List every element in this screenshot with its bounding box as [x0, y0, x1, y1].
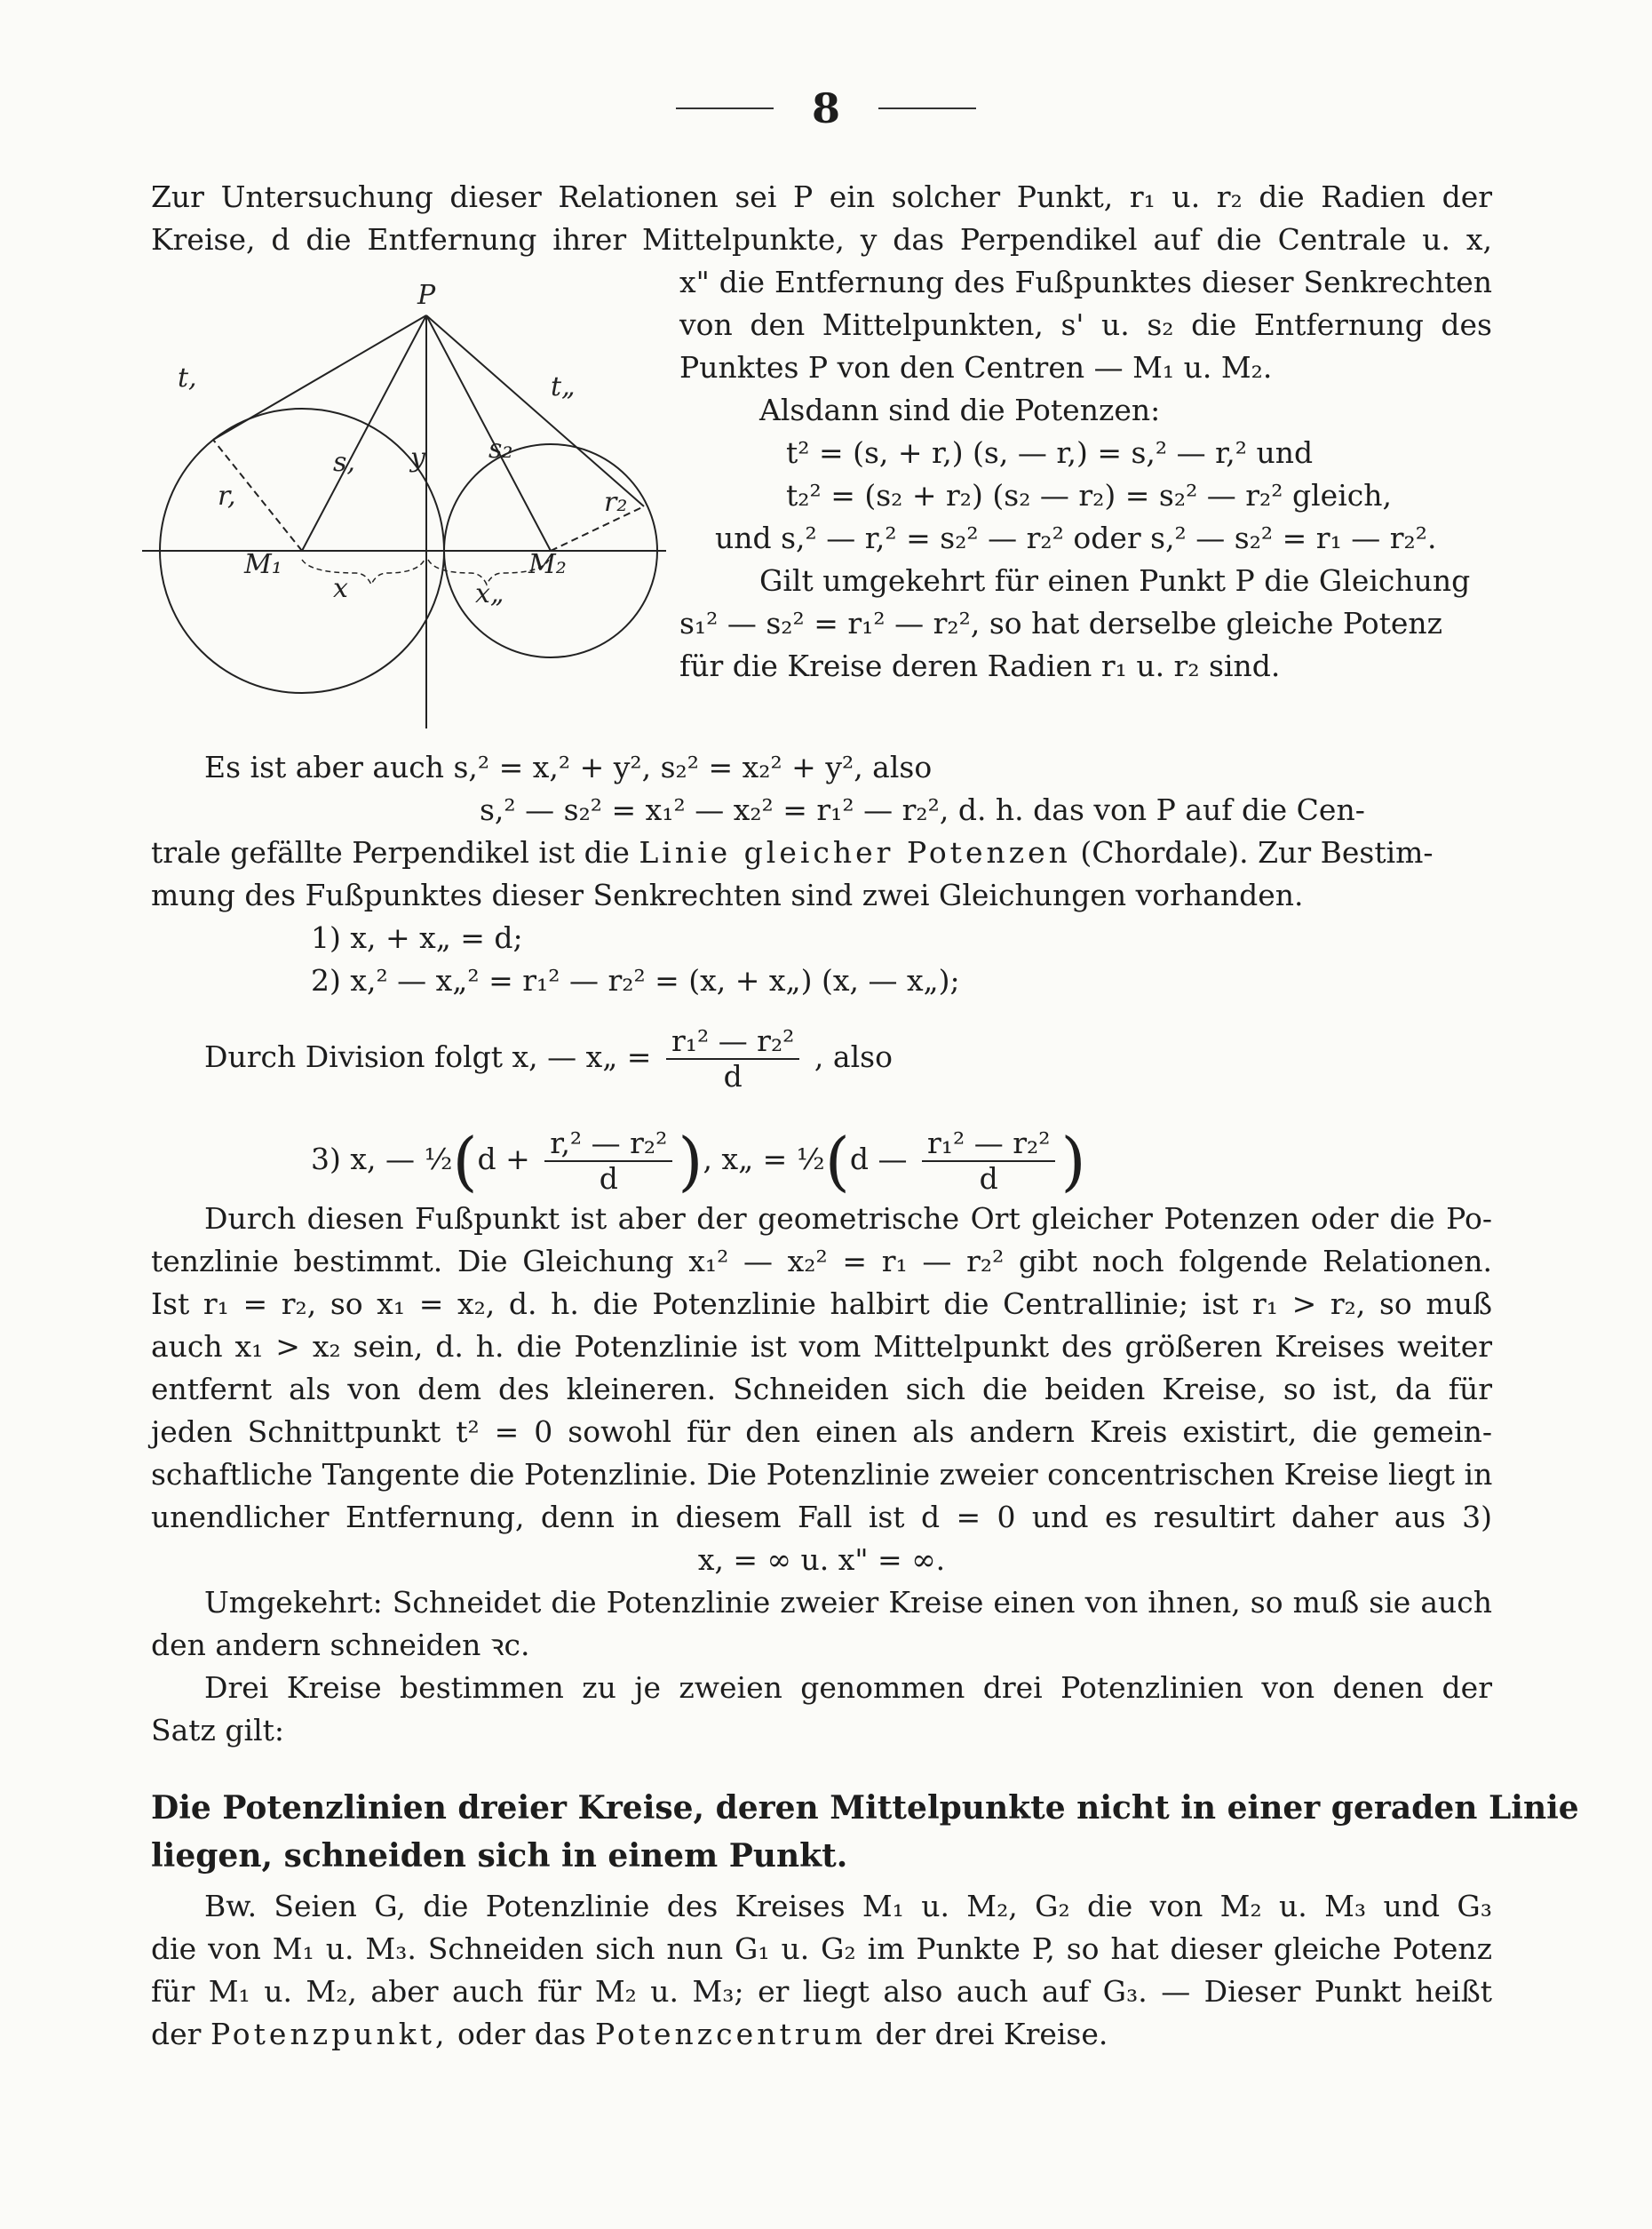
- eq3-fraction-2: [922, 1126, 1055, 1196]
- eq3-prefix: 3) x, — ½: [311, 1142, 453, 1176]
- equation-3-line: [151, 1111, 1492, 1208]
- label-r1: r,: [218, 481, 236, 512]
- proof-line: die von M₁ u. M₃. Schneiden sich nun G₁ u. G₂ im Punkte P, so hat dieser gleiche Potenz: [151, 1931, 1492, 1966]
- chordale-emphasis: Linie gleicher Potenzen: [639, 835, 1071, 870]
- proof-last-line: [151, 2013, 1492, 2056]
- umgekehrt-line: den andern schneiden ꝛc.: [151, 1628, 530, 1662]
- equation-3: [151, 1111, 1492, 1208]
- paren-close-2: ): [1060, 1124, 1086, 1198]
- potenzcentrum-term: Potenzcentrum: [595, 2017, 867, 2051]
- eq3-inner-1: d +: [477, 1142, 530, 1176]
- proof-line: Bw. Seien G, die Potenzlinie des Kreises M₁ u. M₂, G₂ die von M₂ u. M₃ und G₃: [204, 1889, 1492, 1923]
- tangent-t2: [426, 315, 644, 506]
- body-line: auch x₁ > x₂ sein, d. h. die Potenzlinie ist vom Mittelpunkt des größeren Kreises weiter: [151, 1329, 1492, 1364]
- chordale-line-3: mung des Fußpunktes dieser Senkrechten sind zwei Gleichungen vorhanden.: [151, 878, 1304, 912]
- body-line: entfernt als von dem des kleineren. Schneiden sich die beiden Kreise, so ist, da für: [151, 1372, 1492, 1406]
- proof-last-a: der: [151, 2017, 202, 2051]
- division-suffix: , also: [814, 1039, 893, 1074]
- label-M1: M₁: [244, 549, 282, 580]
- chordale-text-a: trale gefällte Perpendikel ist die: [151, 835, 630, 870]
- chordale-line-2: [151, 832, 1492, 874]
- drei-line: Drei Kreise bestimmen zu je zweien genommen drei Potenzlinien von denen der: [204, 1670, 1492, 1705]
- label-x1: x: [333, 573, 348, 604]
- eq3-numerator-1: r,² — r₂²: [544, 1126, 672, 1162]
- proof-paragraph: [151, 1885, 1492, 2056]
- header-rule-right: [878, 107, 976, 109]
- proof-line: für M₁ u. M₂, aber auch für M₂ u. M₃; er liegt also auch auf G₃. — Dieser Punkt heißt: [151, 1974, 1492, 2009]
- label-r2: r₂: [604, 487, 628, 518]
- chordale-text-c: (Chordale). Zur Bestim-: [1080, 835, 1434, 870]
- eq3-denominator-1: d: [599, 1161, 618, 1196]
- body-line: Ist r₁ = r₂, so x₁ = x₂, d. h. die Potenzlinie halbirt die Centrallinie; ist r₁ > r₂, so muß: [151, 1286, 1492, 1321]
- es-ist-line: Es ist aber auch s,² = x,² + y², s₂² = x₂² + y², also: [204, 750, 933, 784]
- potenz-diagram: [133, 267, 675, 764]
- potenz-equation-1: t² = (s, + r,) (s, — r,) = s,² — r,² und: [786, 435, 1314, 470]
- label-t1: t,: [178, 362, 197, 394]
- potenzpunkt-term: Potenzpunkt,: [210, 2017, 449, 2051]
- eq3-mid: , x„ = ½: [703, 1142, 825, 1176]
- body-line: jeden Schnittpunkt t² = 0 sowohl für den einen als andern Kreis existirt, die gemein-: [151, 1414, 1492, 1449]
- umgekehrt-line: Umgekehrt: Schneidet die Potenzlinie zweier Kreise einen von ihnen, so muß sie auch: [204, 1585, 1492, 1620]
- potenzen-intro: Alsdann sind die Potenzen:: [759, 393, 1161, 427]
- body-paragraph: [151, 1198, 1492, 1752]
- division-line: [151, 1013, 1492, 1102]
- label-y: y: [410, 442, 425, 474]
- body-line: Durch diesen Fußpunkt ist aber der geometrische Ort gleicher Potenzen oder die Po-: [204, 1201, 1492, 1236]
- eq3-denominator-2: d: [979, 1161, 998, 1196]
- label-t2: t„: [551, 371, 576, 402]
- potenz-equation-2: t₂² = (s₂ + r₂) (s₂ — r₂) = s₂² — r₂² gleich,: [786, 478, 1392, 513]
- equation-1: 1) x, + x„ = d;: [311, 920, 523, 955]
- right-line: Punktes P von den Centren — M₁ u. M₂.: [679, 350, 1273, 385]
- label-s2: s₂: [488, 434, 513, 465]
- division-numerator: r₁² — r₂²: [666, 1024, 799, 1060]
- paren-open-2: (: [824, 1124, 850, 1198]
- intro-line: Zur Untersuchung dieser Relationen sei P ein solcher Punkt, r₁ u. r₂ die Radien der: [151, 179, 1492, 214]
- geometry-figure: [133, 267, 675, 764]
- proof-last-c: oder das: [457, 2017, 586, 2051]
- potenz-equation-3: und s,² — r,² = s₂² — r₂² oder s,² — s₂² = r₁ — r₂².: [715, 521, 1437, 555]
- division-fraction: [666, 1024, 799, 1094]
- label-x2: x„: [475, 578, 504, 609]
- division-equation: [151, 1013, 1492, 1102]
- intro-line: Kreise, d die Entfernung ihrer Mittelpunkte, y das Perpendikel auf die Centrale u. x,: [151, 222, 1492, 257]
- header-rule-left: [676, 107, 774, 109]
- label-s1: s,: [333, 447, 355, 478]
- body-line: schaftliche Tangente die Potenzlinie. Die Potenzlinie zweier concentrischen Kreise liegt in: [151, 1457, 1493, 1492]
- right-line: x" die Entfernung des Fußpunktes dieser Senkrechten: [679, 265, 1492, 299]
- infinity-equation: x, = ∞ u. x" = ∞.: [697, 1542, 946, 1577]
- label-P: P: [417, 280, 436, 311]
- theorem-line: liegen, schneiden sich in einem Punkt.: [151, 1837, 848, 1875]
- paren-open-1: (: [452, 1124, 478, 1198]
- right-line: von den Mittelpunkten, s' u. s₂ die Entfernung des: [679, 307, 1492, 342]
- division-prefix: Durch Division folgt x, — x„ =: [204, 1039, 652, 1074]
- theorem: [151, 1784, 1579, 1880]
- proof-last-e: der drei Kreise.: [875, 2017, 1108, 2051]
- page-header: [0, 84, 1652, 132]
- body-line: tenzlinie bestimmt. Die Gleichung x₁² — x₂² = r₁ — r₂² gibt noch folgende Relationen.: [151, 1244, 1492, 1278]
- right-column: [679, 261, 1492, 688]
- theorem-line: Die Potenzlinien dreier Kreise, deren Mittelpunkte nicht in einer geraden Linie: [151, 1789, 1579, 1827]
- converse-line: s₁² — s₂² = r₁² — r₂², so hat derselbe gleiche Potenz: [679, 606, 1443, 641]
- body-line: unendlicher Entfernung, denn in diesem Fall ist d = 0 und es resultirt daher aus 3): [151, 1500, 1492, 1534]
- chordale-line-1: s,² — s₂² = x₁² — x₂² = r₁² — r₂², d. h. das von P auf die Cen-: [480, 792, 1365, 827]
- eq3-fraction-1: [544, 1126, 672, 1196]
- converse-line: für die Kreise deren Radien r₁ u. r₂ sind.: [679, 649, 1281, 683]
- division-denominator: d: [723, 1059, 743, 1094]
- converse-line: Gilt umgekehrt für einen Punkt P die Gleichung: [759, 563, 1471, 598]
- radius-r2: [551, 506, 644, 551]
- page-number: 8: [811, 84, 840, 132]
- paren-close-1: ): [678, 1124, 703, 1198]
- brace-x1: [302, 560, 425, 585]
- eq3-inner-2: d —: [849, 1142, 908, 1176]
- chordale-paragraph: [151, 746, 1492, 1002]
- intro-paragraph: [151, 176, 1492, 261]
- equation-2: 2) x,² — x„² = r₁² — r₂² = (x, + x„) (x, — x„);: [311, 963, 960, 998]
- label-M2: M₂: [528, 549, 567, 580]
- eq3-numerator-2: r₁² — r₂²: [922, 1126, 1055, 1162]
- drei-line: Satz gilt:: [151, 1713, 285, 1747]
